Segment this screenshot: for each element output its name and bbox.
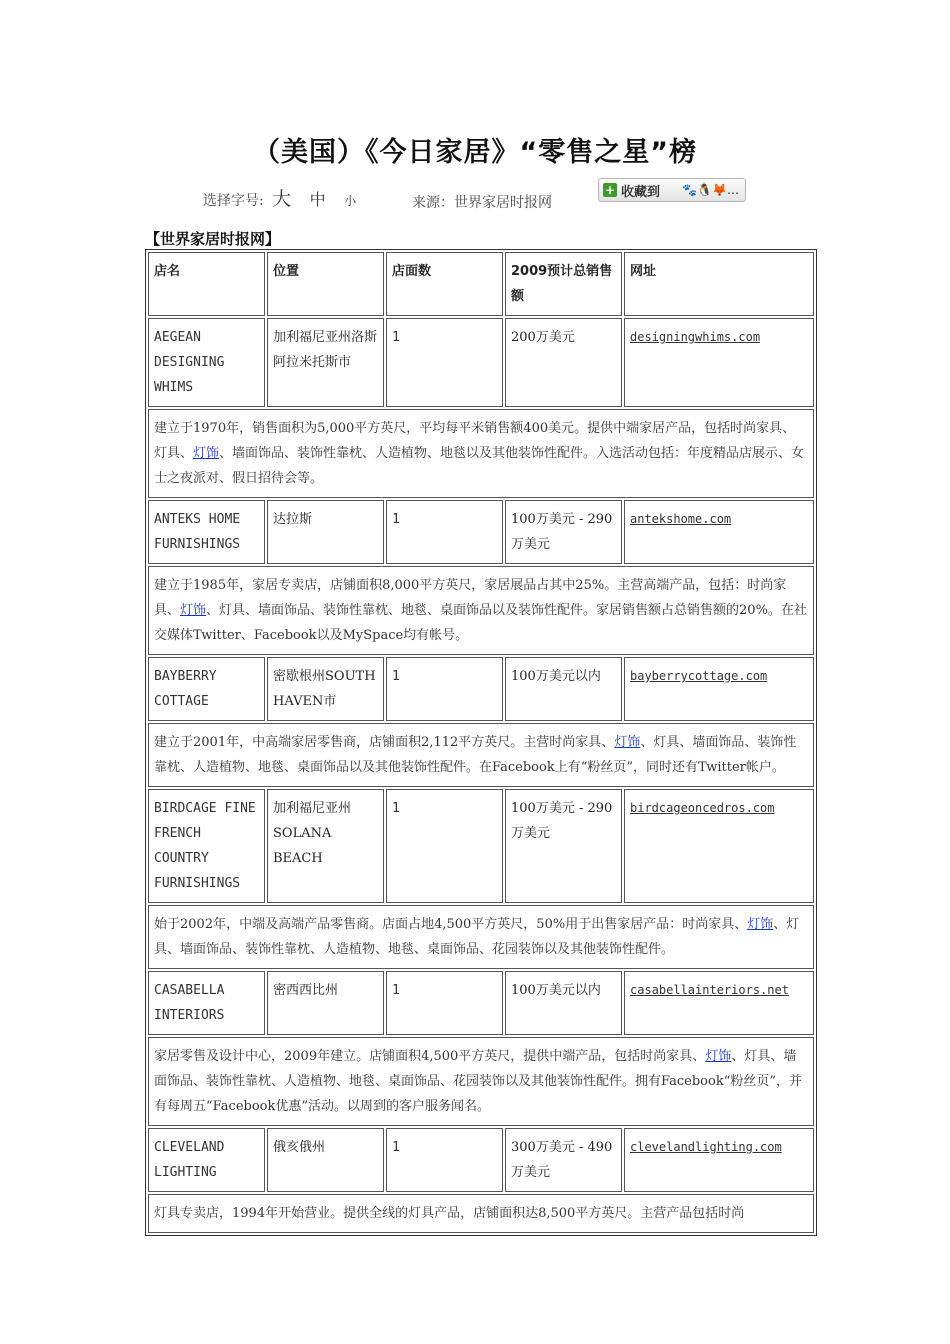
url-cell: [624, 789, 814, 903]
description-text: 、灯具、墙面饰品、装饰性靠枕、人造植物、地毯、桌面饰品、花园装饰以及其他装饰性配件。拥有Facebook“粉丝页”，并有每周五“Facebook优惠”活动。以周到的客户服务闻名。: [154, 1049, 803, 1114]
sales-cell: 100万美元以内: [505, 971, 622, 1035]
store-count-cell: 1: [386, 657, 503, 721]
keyword-link[interactable]: 灯饰: [705, 1049, 732, 1064]
store-count-cell: 1: [386, 1128, 503, 1192]
keyword-link[interactable]: 灯饰: [614, 735, 641, 750]
store-count-cell: 1: [386, 318, 503, 407]
font-size-selector: [203, 184, 356, 211]
header-sales: 2009预计总销售额: [505, 252, 622, 316]
description-cell: [148, 1037, 814, 1126]
store-name-cell: BIRDCAGE FINE FRENCH COUNTRY FURNISHINGS: [148, 789, 265, 903]
sales-cell: 100万美元 - 290万美元: [505, 500, 622, 564]
website-link[interactable]: clevelandlighting.com: [630, 1140, 782, 1154]
description-row: [148, 1194, 814, 1233]
description-cell: [148, 566, 814, 655]
store-name-cell: CLEVELAND LIGHTING: [148, 1128, 265, 1192]
website-link[interactable]: designingwhims.com: [630, 330, 761, 344]
description-text: 家居零售及设计中心，2009年建立。店铺面积4,500平方英尺，提供中端产品，包括时尚家具、: [154, 1049, 706, 1064]
header-stores: 店面数: [386, 252, 503, 316]
page-title: （美国）《今日家居》“零售之星”榜: [253, 137, 697, 168]
sales-cell: 100万美元 - 290万美元: [505, 789, 622, 903]
url-cell: [624, 318, 814, 407]
description-row: [148, 723, 814, 787]
table-row: [148, 500, 814, 564]
header-url: 网址: [624, 252, 814, 316]
location-cell: 密歇根州SOUTH HAVEN市: [267, 657, 384, 721]
url-cell: [624, 657, 814, 721]
bookmark-label: 收藏到: [621, 184, 661, 200]
table-row: [148, 1128, 814, 1192]
url-cell: [624, 1128, 814, 1192]
url-cell: [624, 500, 814, 564]
description-cell: [148, 1194, 814, 1233]
description-row: [148, 566, 814, 655]
website-link[interactable]: antekshome.com: [630, 512, 732, 526]
store-name-cell: ANTEKS HOME FURNISHINGS: [148, 500, 265, 564]
description-row: [148, 409, 814, 498]
header-name: 店名: [148, 252, 265, 316]
stores-table: [145, 249, 817, 1236]
table-header-row: [148, 252, 814, 316]
keyword-link[interactable]: 灯饰: [193, 446, 220, 461]
description-text: 、灯具、墙面饰品、装饰性靠枕、地毯、桌面饰品以及装饰性配件。家居销售额占总销售额的20%。在社交媒体Twitter、Facebook以及MySpace均有帐号。: [154, 603, 807, 643]
store-count-cell: 1: [386, 789, 503, 903]
sales-cell: 300万美元 - 490万美元: [505, 1128, 622, 1192]
font-size-medium-link[interactable]: 中: [309, 190, 326, 209]
website-link[interactable]: bayberrycottage.com: [630, 669, 768, 683]
sales-cell: 100万美元以内: [505, 657, 622, 721]
font-size-label: 选择字号:: [203, 193, 264, 209]
description-text: 建立于2001年，中高端家居零售商，店铺面积2,112平方英尺。主营时尚家具、: [154, 735, 615, 750]
sales-cell: 200万美元: [505, 318, 622, 407]
description-row: [148, 905, 814, 969]
description-cell: [148, 723, 814, 787]
description-text: 建立于1985年，家居专卖店，店铺面积8,000平方英尺，家居展品占其中25%。主营高端产品，包括：时尚家具、: [154, 578, 787, 618]
description-text: 、灯具、墙面饰品、装饰性靠枕、人造植物、地毯、桌面饰品以及其他装饰性配件。在Facebook上有“粉丝页”，同时还有Twitter帐户。: [154, 735, 797, 775]
source-text: 来源：世界家居时报网: [412, 195, 552, 211]
share-service-icons: 🐾🐧🦊…: [682, 183, 739, 197]
table-row: [148, 657, 814, 721]
store-name-cell: AEGEAN DESIGNING WHIMS: [148, 318, 265, 407]
store-name-cell: BAYBERRY COTTAGE: [148, 657, 265, 721]
description-text: 灯具专卖店，1994年开始营业。提供全线的灯具产品，店铺面积达8,500平方英尺。主营产品包括时尚: [154, 1206, 745, 1221]
table-row: [148, 318, 814, 407]
description-text: 、墙面饰品、装饰性靠枕、人造植物、地毯以及其他装饰性配件。入选活动包括：年度精品店展示、女士之夜派对、假日招待会等。: [154, 446, 805, 486]
description-cell: [148, 905, 814, 969]
description-text: 始于2002年，中端及高端产品零售商。店面占地4,500平方英尺，50%用于出售家居产品：时尚家具、: [154, 917, 748, 932]
plus-icon: +: [604, 183, 616, 197]
description-text: 建立于1970年，销售面积为5,000平方英尺，平均每平米销售额400美元。提供中端家居产品，包括时尚家具、灯具、: [154, 421, 796, 461]
description-cell: [148, 409, 814, 498]
table-row: [148, 789, 814, 903]
website-link[interactable]: birdcageoncedros.com: [630, 801, 775, 815]
keyword-link[interactable]: 灯饰: [747, 917, 774, 932]
table-row: [148, 971, 814, 1035]
location-cell: 密西西比州: [267, 971, 384, 1035]
bookmark-button[interactable]: [598, 178, 746, 202]
font-size-small-link[interactable]: 小: [344, 194, 357, 208]
store-count-cell: 1: [386, 500, 503, 564]
store-count-cell: 1: [386, 971, 503, 1035]
store-name-cell: CASABELLA INTERIORS: [148, 971, 265, 1035]
location-cell: 俄亥俄州: [267, 1128, 384, 1192]
location-cell: 加利福尼亚州洛斯阿拉米托斯市: [267, 318, 384, 407]
description-text: 、灯具、墙面饰品、装饰性靠枕、人造植物、地毯、桌面饰品、花园装饰以及其他装饰性配件。: [154, 917, 800, 957]
website-link[interactable]: casabellainteriors.net: [630, 983, 789, 997]
font-size-large-link[interactable]: 大: [272, 188, 292, 210]
section-heading: 【世界家居时报网】: [145, 230, 281, 248]
keyword-link[interactable]: 灯饰: [180, 603, 207, 618]
header-location: 位置: [267, 252, 384, 316]
url-cell: [624, 971, 814, 1035]
location-cell: 达拉斯: [267, 500, 384, 564]
location-cell: 加利福尼亚州SOLANA BEACH: [267, 789, 384, 903]
description-row: [148, 1037, 814, 1126]
